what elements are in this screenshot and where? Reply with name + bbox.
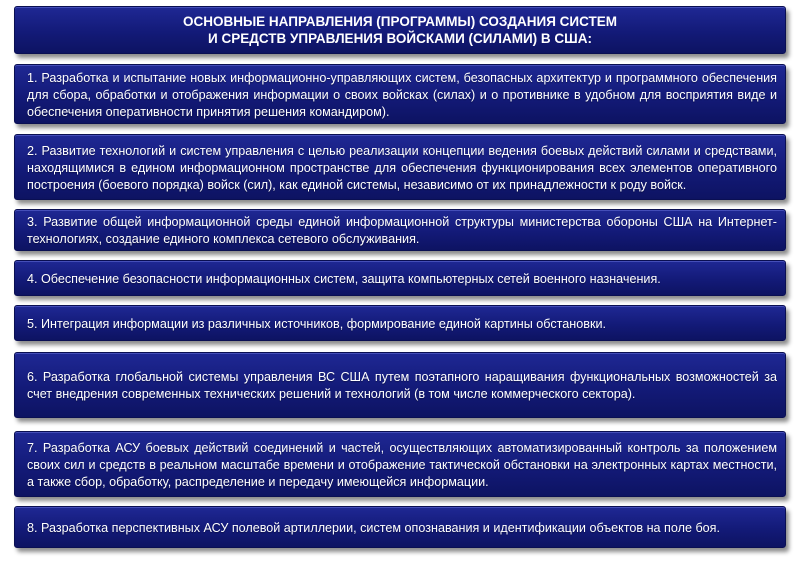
direction-item-text: 6. Разработка глобальной системы управления ВС США путем поэтапного наращивания функциональных возможностей за счет внедрения современных технических решений и технологий (в том числе коммерческого сектора). bbox=[27, 370, 777, 401]
direction-item-text: 4. Обеспечение безопасности информационных систем, защита компьютерных сетей военного назначения. bbox=[27, 271, 661, 286]
direction-item-text: 2. Развитие технологий и систем управления с целью реализации концепции ведения боевых действий силами и средствами, находящимися в едином информационном пространстве для обеспечения функционирования всех элементов оперативного построения (боевого порядка) войск (сил), как единой системы, независимо от их принадлежности к роду войск. bbox=[27, 143, 777, 192]
direction-item-7 bbox=[14, 431, 786, 497]
direction-item-text: 1. Разработка и испытание новых информационно-управляющих систем, безопасных архитектур и программного обеспечения для сбора, обработки и отображения информации о своих войсках (силах) и о противнике в удобном для восприятия виде и обеспечения оперативности принятия решения командиром). bbox=[27, 70, 777, 119]
direction-item-text: 8. Разработка перспективных АСУ полевой артиллерии, систем опознавания и идентификации объектов на поле боя. bbox=[27, 520, 720, 535]
direction-item-6 bbox=[14, 352, 786, 418]
direction-item-4 bbox=[14, 260, 786, 296]
direction-item-text: 7. Разработка АСУ боевых действий соединений и частей, осуществляющих автоматизированный контроль за положением своих сил и средств в реальном масштабе времени и отображение тактической обстановки на электронных картах местности, а также сбор, обработку, распределение и передачу имеющейся информации. bbox=[27, 440, 777, 489]
page-title-line-1: ОСНОВНЫЕ НАПРАВЛЕНИЯ (ПРОГРАММЫ) СОЗДАНИЯ СИСТЕМ bbox=[182, 14, 618, 29]
page-title bbox=[183, 13, 617, 47]
direction-item-3 bbox=[14, 209, 786, 251]
direction-item-1 bbox=[14, 64, 786, 124]
direction-item-2 bbox=[14, 134, 786, 200]
direction-item-8 bbox=[14, 506, 786, 548]
direction-item-5 bbox=[14, 305, 786, 341]
direction-item-text: 5. Интеграция информации из различных источников, формирование единой картины обстановки. bbox=[27, 316, 606, 331]
page-title-line-2: И СРЕДСТВ УПРАВЛЕНИЯ ВОЙСКАМИ (СИЛАМИ) В США: bbox=[208, 31, 592, 46]
title-panel bbox=[14, 6, 786, 54]
direction-item-text: 3. Развитие общей информационной среды единой информационной структуры министерства обороны США на Интернет-технологиях, создание единого комплекса сетевого обслуживания. bbox=[27, 215, 777, 246]
